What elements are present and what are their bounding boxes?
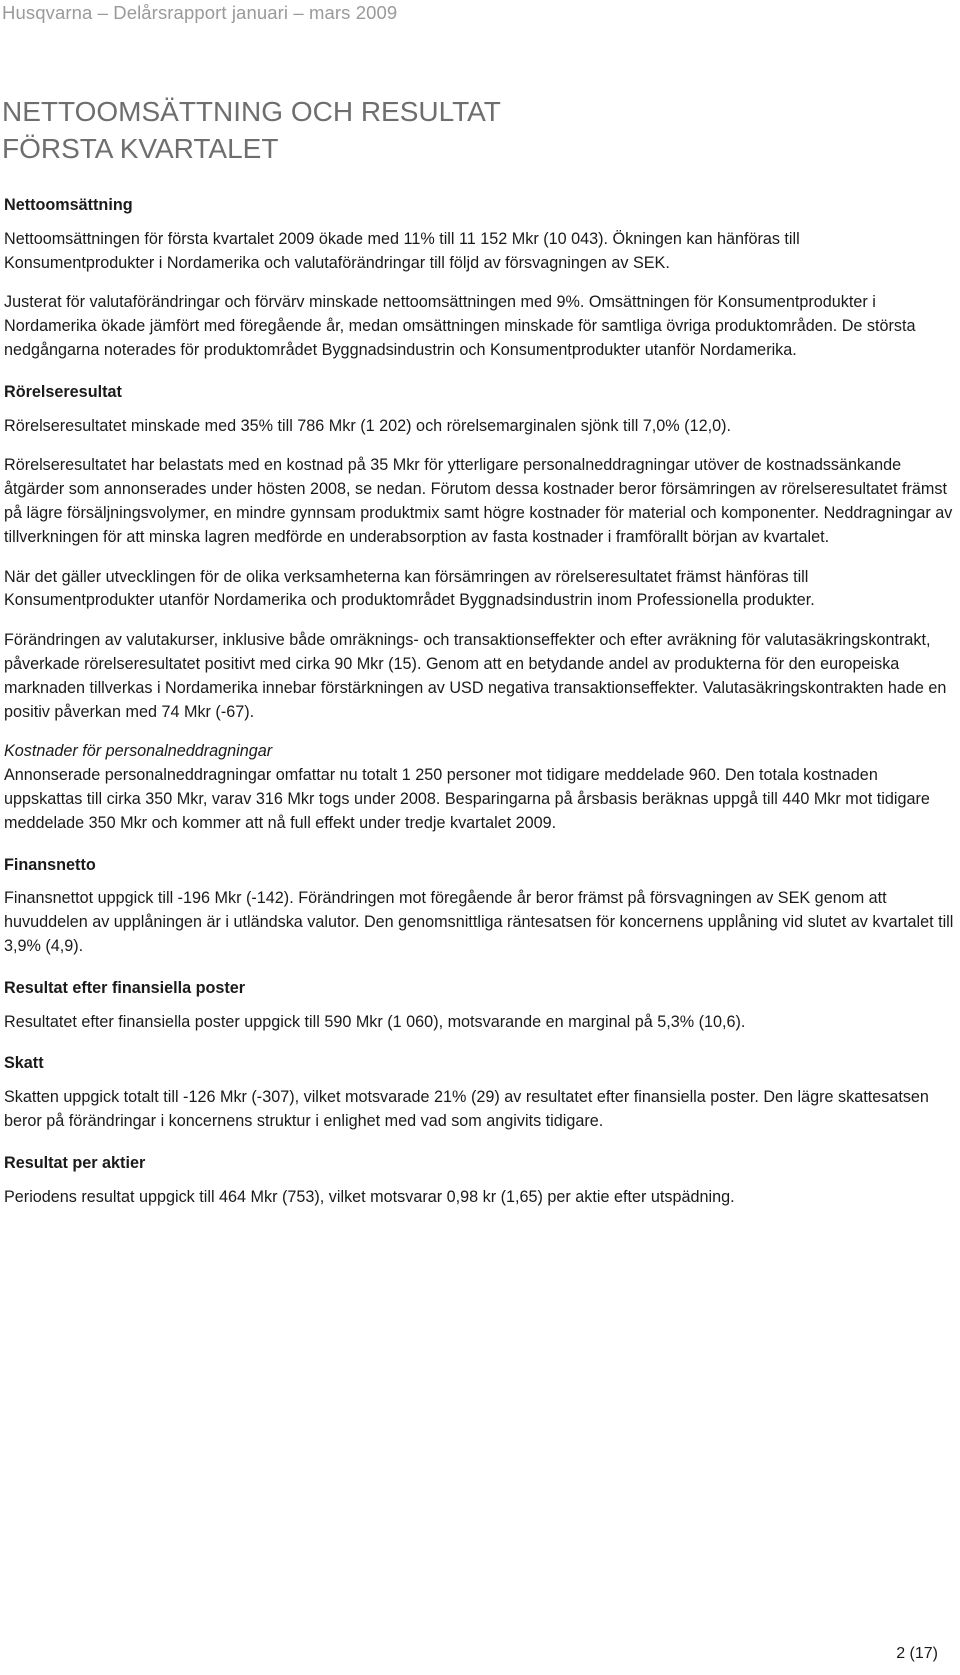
net-sales-paragraph-1: Nettoomsättningen för första kvartalet 2009 ökade med 11% till 11 152 Mkr (10 043). Ökningen kan hänföras till Konsumentprodukter i Nordamerika och valutaförändringar till följd av försvagningen av SEK. [4, 229, 800, 272]
section-heading-net-sales: Nettoomsättning [4, 196, 133, 214]
section-heading-income-after-financial-items: Resultat efter finansiella poster [4, 978, 246, 997]
section-heading-tax: Skatt [4, 1054, 44, 1073]
operating-income-paragraph-3: När det gäller utvecklingen för de olika verksamheterna kan försämringen av rörelseresultatet främst hänföras till Konsumentprodukter utanför Nordamerika och produktområdet Byggnadsindustrin inom Professionella produkter. [4, 567, 815, 610]
restructuring-costs-paragraph: Annonserade personalneddragningar omfattar nu totalt 1 250 personer mot tidigare meddelade 960. Den totala kostnaden uppskattas till cirka 350 Mkr, varav 316 Mkr togs under 2008. Besparingarna på årsbasis beräknas uppgå till 440 Mkr mot tidigare meddelade 350 Mkr och kommer att nå full effekt under tredje kvartalet 2009. [4, 766, 930, 832]
section-heading-operating-income: Rörelseresultat [4, 382, 122, 401]
page-title [2, 93, 501, 167]
income-after-financial-items-paragraph: Resultatet efter finansiella poster uppgick till 590 Mkr (1 060), motsvarande en marginal på 5,3% (10,6). [4, 1012, 746, 1031]
page-number: 2 (17) [896, 1645, 938, 1662]
earnings-per-share-paragraph: Periodens resultat uppgick till 464 Mkr (753), vilket motsvarar 0,98 kr (1,65) per aktie efter utspädning. [4, 1187, 735, 1206]
section-heading-earnings-per-share: Resultat per aktier [4, 1153, 146, 1172]
page-title-line-1: NETTOOMSÄTTNING OCH RESULTAT [2, 96, 501, 127]
restructuring-costs-subheading: Kostnader för personalneddragningar [4, 742, 273, 761]
operating-income-paragraph-1: Rörelseresultatet minskade med 35% till 786 Mkr (1 202) och rörelsemarginalen sjönk till 7,0% (12,0). [4, 416, 731, 435]
operating-income-paragraph-2: Rörelseresultatet har belastats med en kostnad på 35 Mkr för ytterligare personalneddragningar utöver de kostnadssänkande åtgärder som annonserades under hösten 2008, se nedan. Förutom dessa kostnader beror försämringen av rörelseresultatet främst på lägre försäljningsvolymer, en mindre gynnsam produktmix samt högre kostnader för material och komponenter. Neddragningar av tillverkningen för att minska lagren medförde en underabsorption av fasta kostnader i framförallt början av kvartalet. [4, 456, 953, 546]
net-sales-paragraph-2: Justerat för valutaförändringar och förvärv minskade nettoomsättningen med 9%. Omsättningen för Konsumentprodukter i Nordamerika ökade jämfört med föregående år, medan omsättningen minskade för samtliga övriga produktområden. De största nedgångarna noterades för produktområdet Byggnadsindustrin och Konsumentprodukter utanför Nordamerika. [4, 293, 916, 359]
page-title-line-2: FÖRSTA KVARTALET [2, 133, 279, 164]
document-body [4, 194, 954, 1209]
operating-income-paragraph-4: Förändringen av valutakurser, inklusive både omräknings- och transaktionseffekter och efter avräkning för valutasäkringskontrakt, påverkade rörelseresultatet positivt med cirka 90 Mkr (15). Genom att en betydande andel av produkterna för den europeiska marknaden tillverkas i Nordamerika innebar förstärkningen av USD negativa transaktionseffekter. Valutasäkringskontrakten hade en positiv påverkan med 74 Mkr (-67). [4, 631, 947, 721]
financial-net-paragraph: Finansnettot uppgick till -196 Mkr (-142). Förändringen mot föregående år beror främst på försvagningen av SEK genom att huvuddelen av upplåningen är i utländska valutor. Den genomsnittliga räntesatsen för koncernens upplåning vid slutet av kvartalet till 3,9% (4,9). [4, 889, 954, 955]
section-heading-financial-net: Finansnetto [4, 855, 96, 874]
tax-paragraph: Skatten uppgick totalt till -126 Mkr (-307), vilket motsvarade 21% (29) av resultatet efter finansiella poster. Den lägre skattesatsen beror på förändringar i koncernens struktur i enlighet med vad som angivits tidigare. [4, 1088, 929, 1130]
running-header: Husqvarna – Delårsrapport januari – mars 2009 [2, 2, 398, 23]
